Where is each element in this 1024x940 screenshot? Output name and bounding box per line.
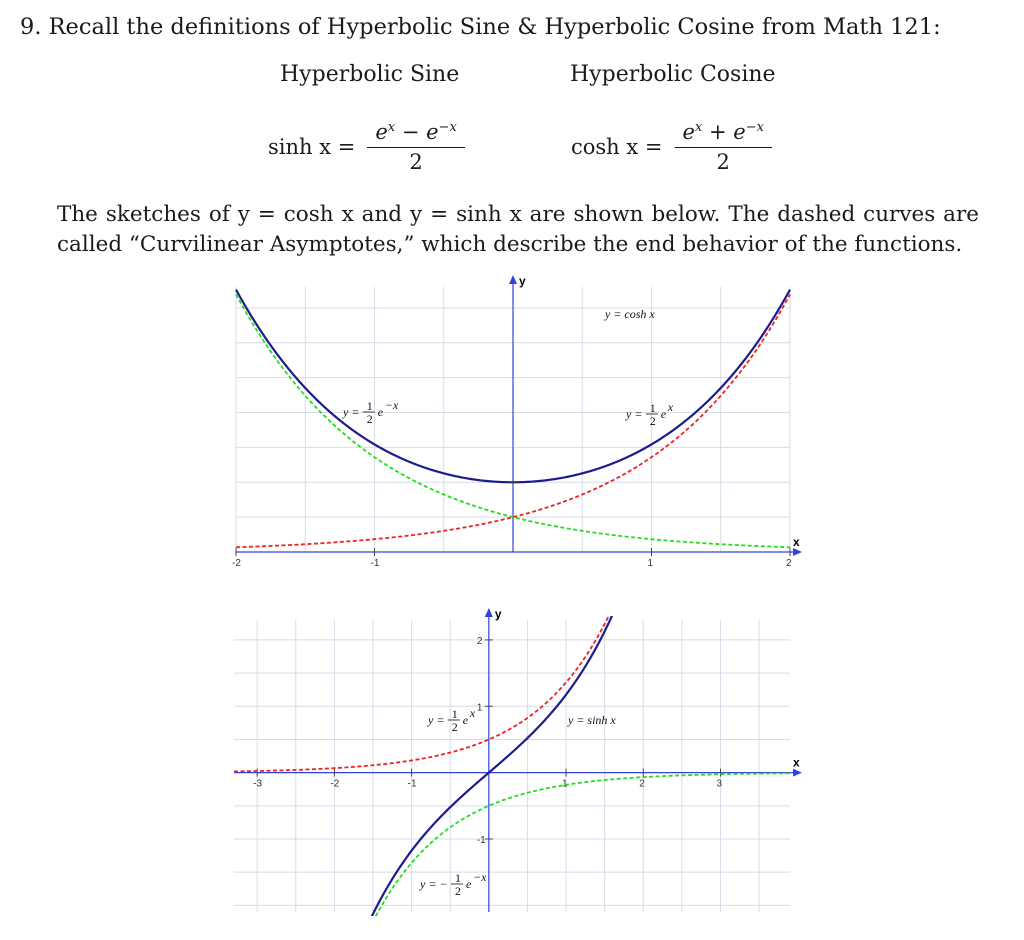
cosh-numerator: $e^𝑥 + e^{-𝑥}$	[675, 120, 772, 148]
x-tick-label: -1	[370, 558, 380, 569]
sinh-heading: Hyperbolic Sine	[280, 62, 460, 87]
left-asymptote-label-prefix: y =	[343, 405, 360, 419]
x-tick-label: -2	[232, 558, 241, 569]
sinh-numerator: $e^𝑥 - e^{-𝑥}$	[367, 120, 464, 148]
y-axis-arrow	[485, 608, 493, 617]
y-tick-label: 2	[476, 635, 483, 647]
x-axis-label: x	[793, 755, 800, 770]
right-asymptote-label-numerator: 1	[649, 401, 656, 415]
left-asymptote-label-exponent: −x	[384, 398, 399, 412]
x-tick-label: 2	[786, 558, 792, 569]
x-axis-arrow	[793, 769, 802, 777]
cosh-heading: Hyperbolic Cosine	[570, 62, 776, 87]
curve-y-sinh-x	[234, 554, 790, 940]
x-tick-label: 1	[647, 558, 654, 569]
paragraph-line-1: The sketches of y = cosh x and y = sinh x are shown below. The dashed curves are	[57, 202, 979, 227]
right-asymptote-label-prefix: y =	[626, 407, 643, 421]
lower-asymptote-label-denominator: 2	[455, 884, 461, 898]
paragraph-line-2: called “Curvilinear Asymptotes,” which describe the end behavior of the functions.	[57, 232, 963, 257]
problem-heading: 9. Recall the definitions of Hyperbolic Sine & Hyperbolic Cosine from Math 121:	[20, 14, 941, 40]
right-asymptote-label-denominator: 2	[649, 414, 656, 428]
cosh-lhs: cosh x =	[571, 135, 663, 159]
upper-asymptote-label	[427, 706, 476, 734]
cosh-denominator: 2	[716, 150, 730, 174]
sinh-curve-label: y = sinh x	[568, 713, 616, 727]
upper-asymptote-label-exponent: x	[469, 706, 476, 720]
cosh-curve-label: y = cosh x	[605, 307, 655, 321]
upper-asymptote-label-prefix: y =	[428, 713, 445, 727]
lower-asymptote-label-prefix: y = −	[420, 877, 448, 891]
x-tick-label: 1	[562, 778, 568, 790]
x-tick-label: 3	[716, 778, 723, 790]
upper-asymptote-label-denominator: 2	[451, 720, 458, 734]
upper-asymptote-label-base: e	[462, 713, 469, 727]
right-asymptote-label-base: e	[660, 407, 667, 421]
y-tick-label: -1	[476, 835, 486, 846]
lower-asymptote-label-exponent: −x	[473, 870, 487, 884]
x-tick-label: -1	[407, 778, 417, 790]
left-asymptote-label-numerator: 1	[366, 399, 373, 413]
lower-asymptote-label	[419, 870, 487, 898]
x-tick-label: -2	[330, 778, 340, 790]
sinh-denominator: 2	[409, 150, 423, 174]
right-asymptote-label-exponent: x	[667, 400, 674, 414]
y-axis-label: y	[519, 274, 526, 288]
lower-asymptote-label-base: e	[466, 877, 472, 891]
x-tick-label: -3	[253, 778, 263, 790]
left-asymptote-label-base: e	[377, 405, 384, 419]
curve-y-1-2-e-x	[234, 554, 790, 772]
y-axis-label: y	[494, 607, 502, 621]
curve-y-1-2-e-x	[234, 773, 790, 940]
left-asymptote-label-denominator: 2	[366, 412, 373, 426]
lower-asymptote-label-numerator: 1	[455, 871, 461, 885]
upper-asymptote-label-numerator: 1	[451, 707, 458, 721]
x-tick-label: 2	[639, 778, 645, 790]
y-tick-label: 1	[476, 702, 483, 714]
x-axis-label: x	[793, 535, 800, 549]
sinh-lhs: sinh x =	[268, 135, 356, 159]
